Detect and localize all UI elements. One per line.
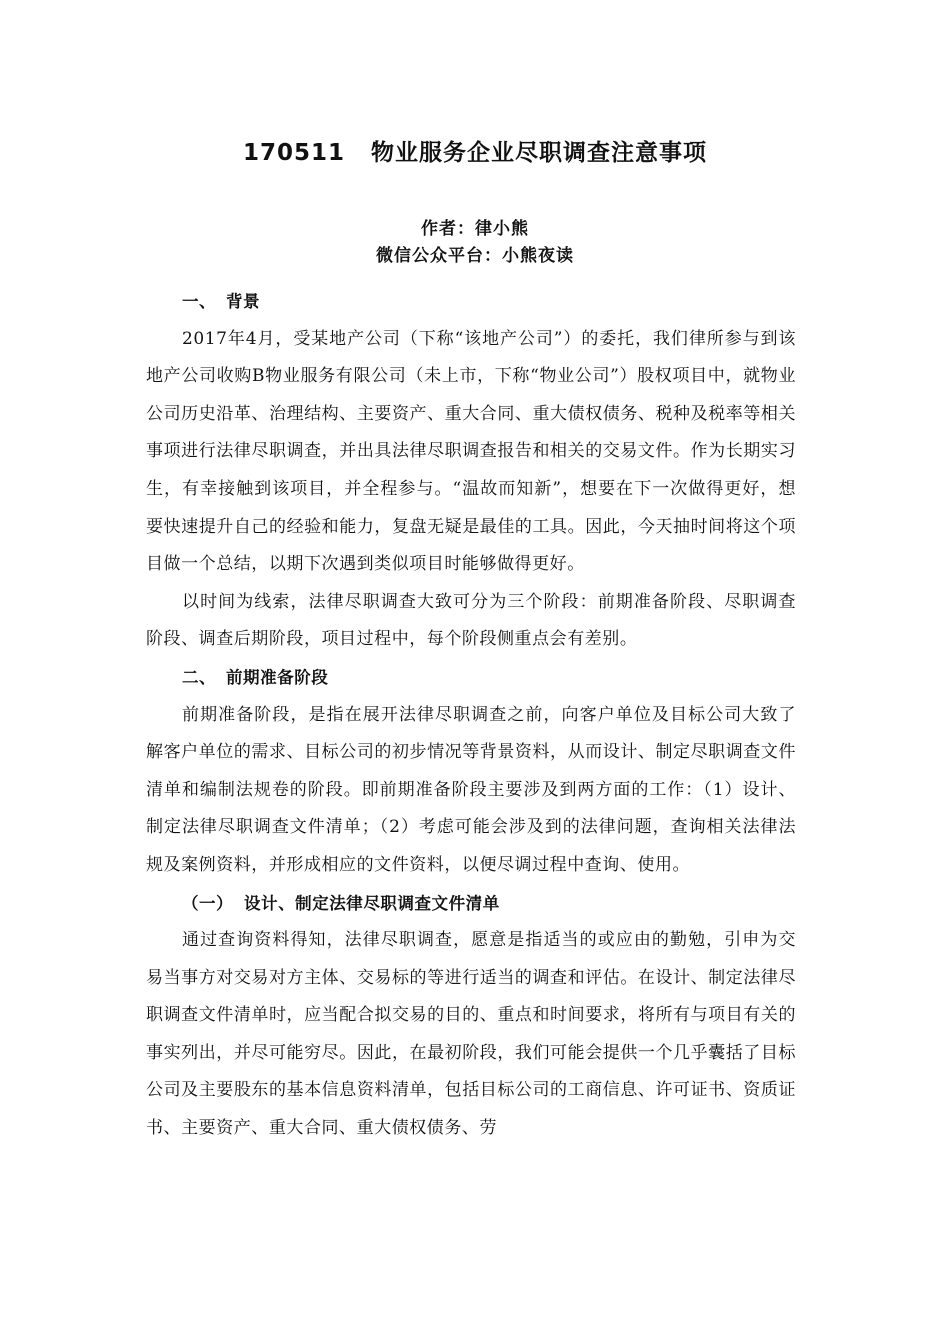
subsection-title: 设计、制定法律尽职调查文件清单 bbox=[244, 893, 500, 913]
author-line: 作者：律小熊 bbox=[421, 219, 529, 239]
section-heading-background bbox=[146, 283, 796, 321]
section-number: 二、 bbox=[182, 667, 217, 687]
paragraph-background-2: 以时间为线索，法律尽职调查大致可分为三个阶段：前期准备阶段、尽职调查阶段、调查后期阶段，项目过程中，每个阶段侧重点会有差别。 bbox=[146, 591, 796, 650]
section-title: 前期准备阶段 bbox=[226, 667, 329, 687]
subsection-number: （一） bbox=[182, 893, 234, 913]
section-heading-preparation bbox=[146, 659, 796, 697]
section-number: 一、 bbox=[182, 292, 217, 311]
section-title: 背景 bbox=[226, 292, 261, 311]
subsection-heading-checklist bbox=[146, 885, 796, 923]
title-text: 物业服务企业尽职调查注意事项 bbox=[371, 140, 708, 166]
page-title bbox=[0, 134, 950, 167]
paragraph-background-1: 2017年4月，受某地产公司（下称“该地产公司”）的委托，我们律所参与到该地产公司收购B物业服务有限公司（未上市，下称“物业公司”）股权项目中，就物业公司历史沿革、治理结构、主要资产、重大合同、重大债权债务、税种及税率等相关事项进行法律尽职调查，并出具法律尽职调查报告和相关的交易文件。作为长期实习生，有幸接触到该项目，并全程参与。“温故而知新”，想要在下一次做得更好，想要快速提升自己的经验和能力，复盘无疑是最佳的工具。因此，今天抽时间将这个项目做一个总结，以期下次遇到类似项目时能够做得更好。 bbox=[146, 328, 796, 575]
paragraph-preparation-1: 前期准备阶段，是指在展开法律尽职调查之前，向客户单位及目标公司大致了解客户单位的需求、目标公司的初步情况等背景资料，从而设计、制定尽职调查文件清单和编制法规卷的阶段。即前期准备阶段主要涉及到两方面的工作：（1）设计、制定法律尽职调查文件清单；（2）考虑可能会涉及到的法律问题，查询相关法律法规及案例资料，并形成相应的文件资料，以便尽调过程中查询、使用。 bbox=[146, 704, 796, 875]
title-code: 170511 bbox=[242, 140, 346, 166]
paragraph-checklist-1: 通过查询资料得知，法律尽职调查，愿意是指适当的或应由的勤勉，引申为交易当事方对交易对方主体、交易标的等进行适当的调查和评估。在设计、制定法律尽职调查文件清单时，应当配合拟交易的目的、重点和时间要求，将所有与项目有关的事实列出，并尽可能穷尽。因此，在最初阶段，我们可能会提供一个几乎囊括了目标公司及主要股东的基本信息资料清单，包括目标公司的工商信息、许可证书、资质证书、主要资产、重大合同、重大债权债务、劳 bbox=[146, 930, 796, 1139]
document-body bbox=[146, 283, 796, 1148]
platform-line: 微信公众平台：小熊夜读 bbox=[376, 246, 574, 266]
